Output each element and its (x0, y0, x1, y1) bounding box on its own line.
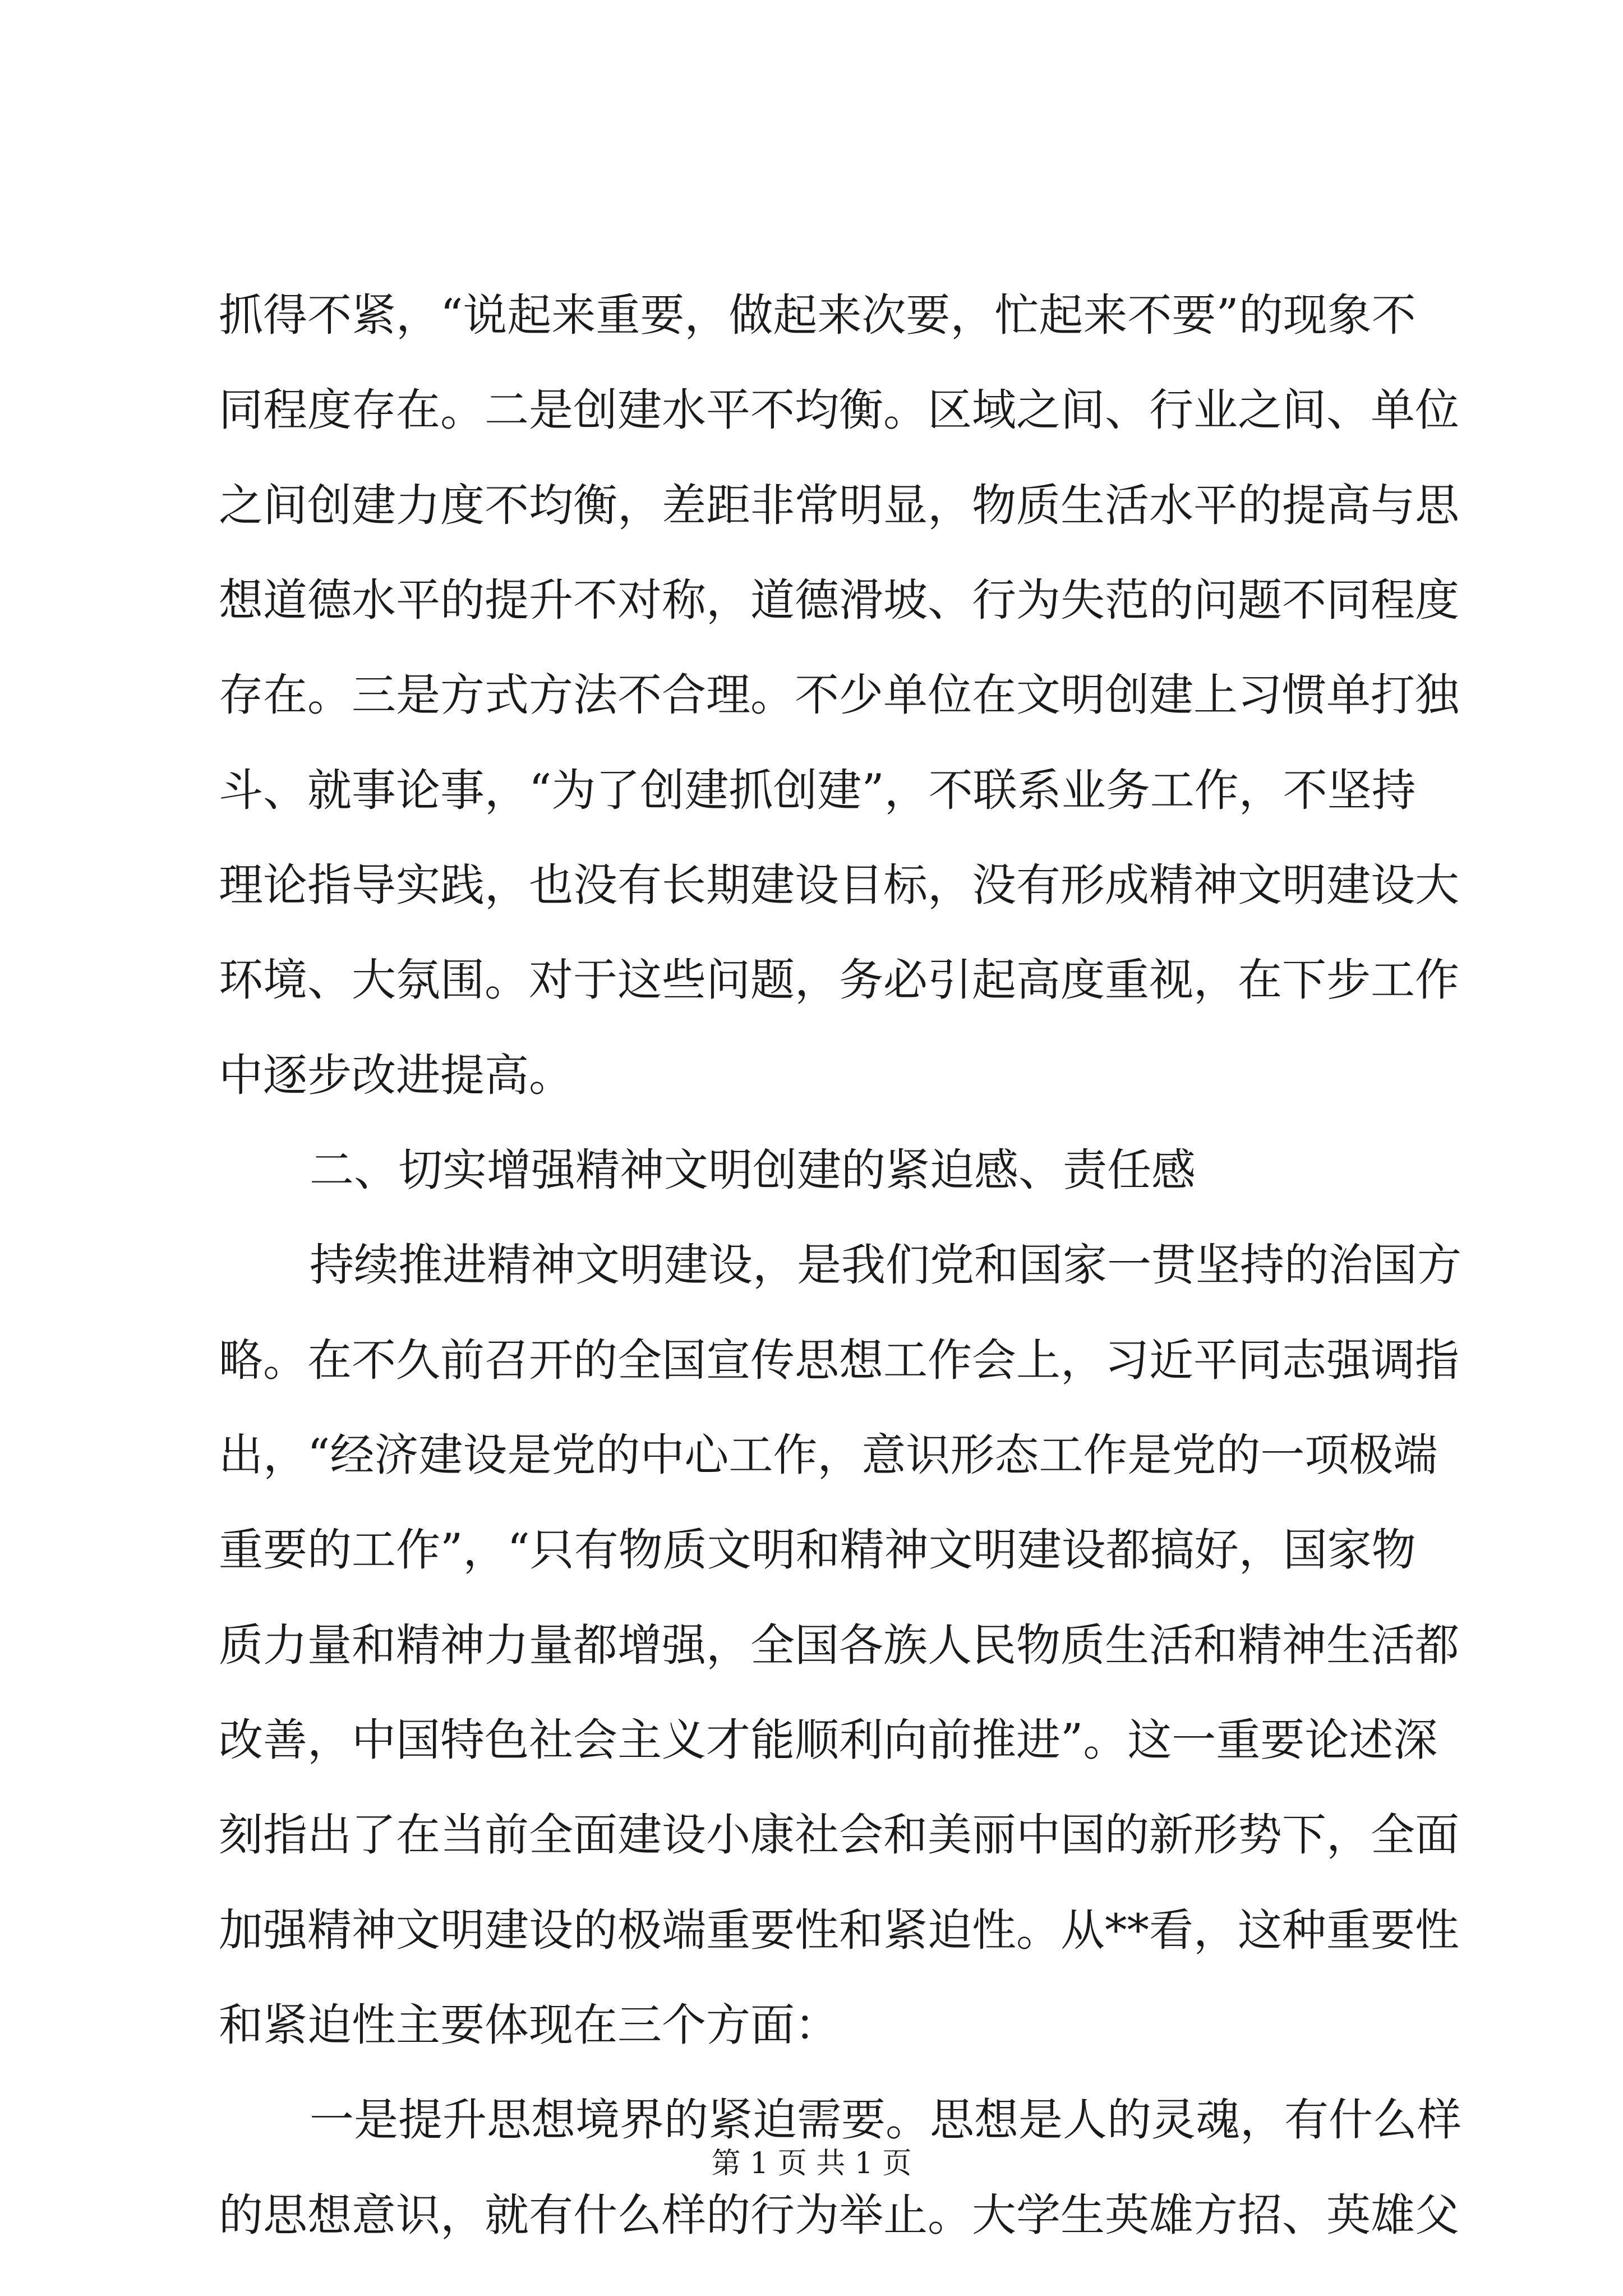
body-line: 理论指导实践，也没有长期建设目标，没有形成精神文明建设大 (219, 859, 1459, 911)
body-line: 质力量和精神力量都增强，全国各族人民物质生活和精神生活都 (219, 1619, 1459, 1671)
body-line: 想道德水平的提升不对称，道德滑坡、行为失范的问题不同程度 (219, 574, 1459, 626)
body-line: 一是提升思想境界的紧迫需要。思想是人的灵魂，有什么样 (310, 2094, 1461, 2146)
body-line: 重要的工作”，“只有物质文明和精神文明建设都搞好，国家物 (219, 1524, 1416, 1576)
body-line: 和紧迫性主要体现在三个方面： (219, 1999, 839, 2051)
page-footer: 第 1 页 共 1 页 (711, 2147, 912, 2180)
body-line: 略。在不久前召开的全国宣传思想工作会上，习近平同志强调指 (219, 1335, 1459, 1386)
body-line: 刻指出了在当前全面建设小康社会和美丽中国的新形势下，全面 (219, 1809, 1459, 1861)
body-line: 环境、大氛围。对于这些问题，务必引起高度重视，在下步工作 (219, 954, 1459, 1006)
body-line: 同程度存在。二是创建水平不均衡。区域之间、行业之间、单位 (219, 384, 1459, 436)
body-line: 中逐步改进提高。 (219, 1050, 573, 1101)
body-line: 之间创建力度不均衡，差距非常明显，物质生活水平的提高与思 (219, 480, 1459, 531)
body-line: 改善，中国特色社会主义才能顺利向前推进”。这一重要论述深 (219, 1714, 1438, 1766)
body-line: 出，“经济建设是党的中心工作，意识形态工作是党的一项极端 (219, 1429, 1438, 1481)
body-line: 的思想意识，就有什么样的行为举止。大学生英雄方招、英雄父 (219, 2189, 1459, 2241)
body-line: 存在。三是方式方法不合理。不少单位在文明创建上习惯单打独 (219, 669, 1459, 721)
body-line: 斗、就事论事，“为了创建抓创建”，不联系业务工作，不坚持 (219, 765, 1416, 816)
body-line: 加强精神文明建设的极端重要性和紧迫性。从**看，这种重要性 (219, 1904, 1459, 1956)
body-line: 抓得不紧，“说起来重要，做起来次要，忙起来不要”的现象不 (219, 289, 1416, 341)
body-line: 持续推进精神文明建设，是我们党和国家一贯坚持的治国方 (310, 1239, 1461, 1291)
section-heading: 二、切实增强精神文明创建的紧迫感、责任感 (310, 1144, 1196, 1196)
